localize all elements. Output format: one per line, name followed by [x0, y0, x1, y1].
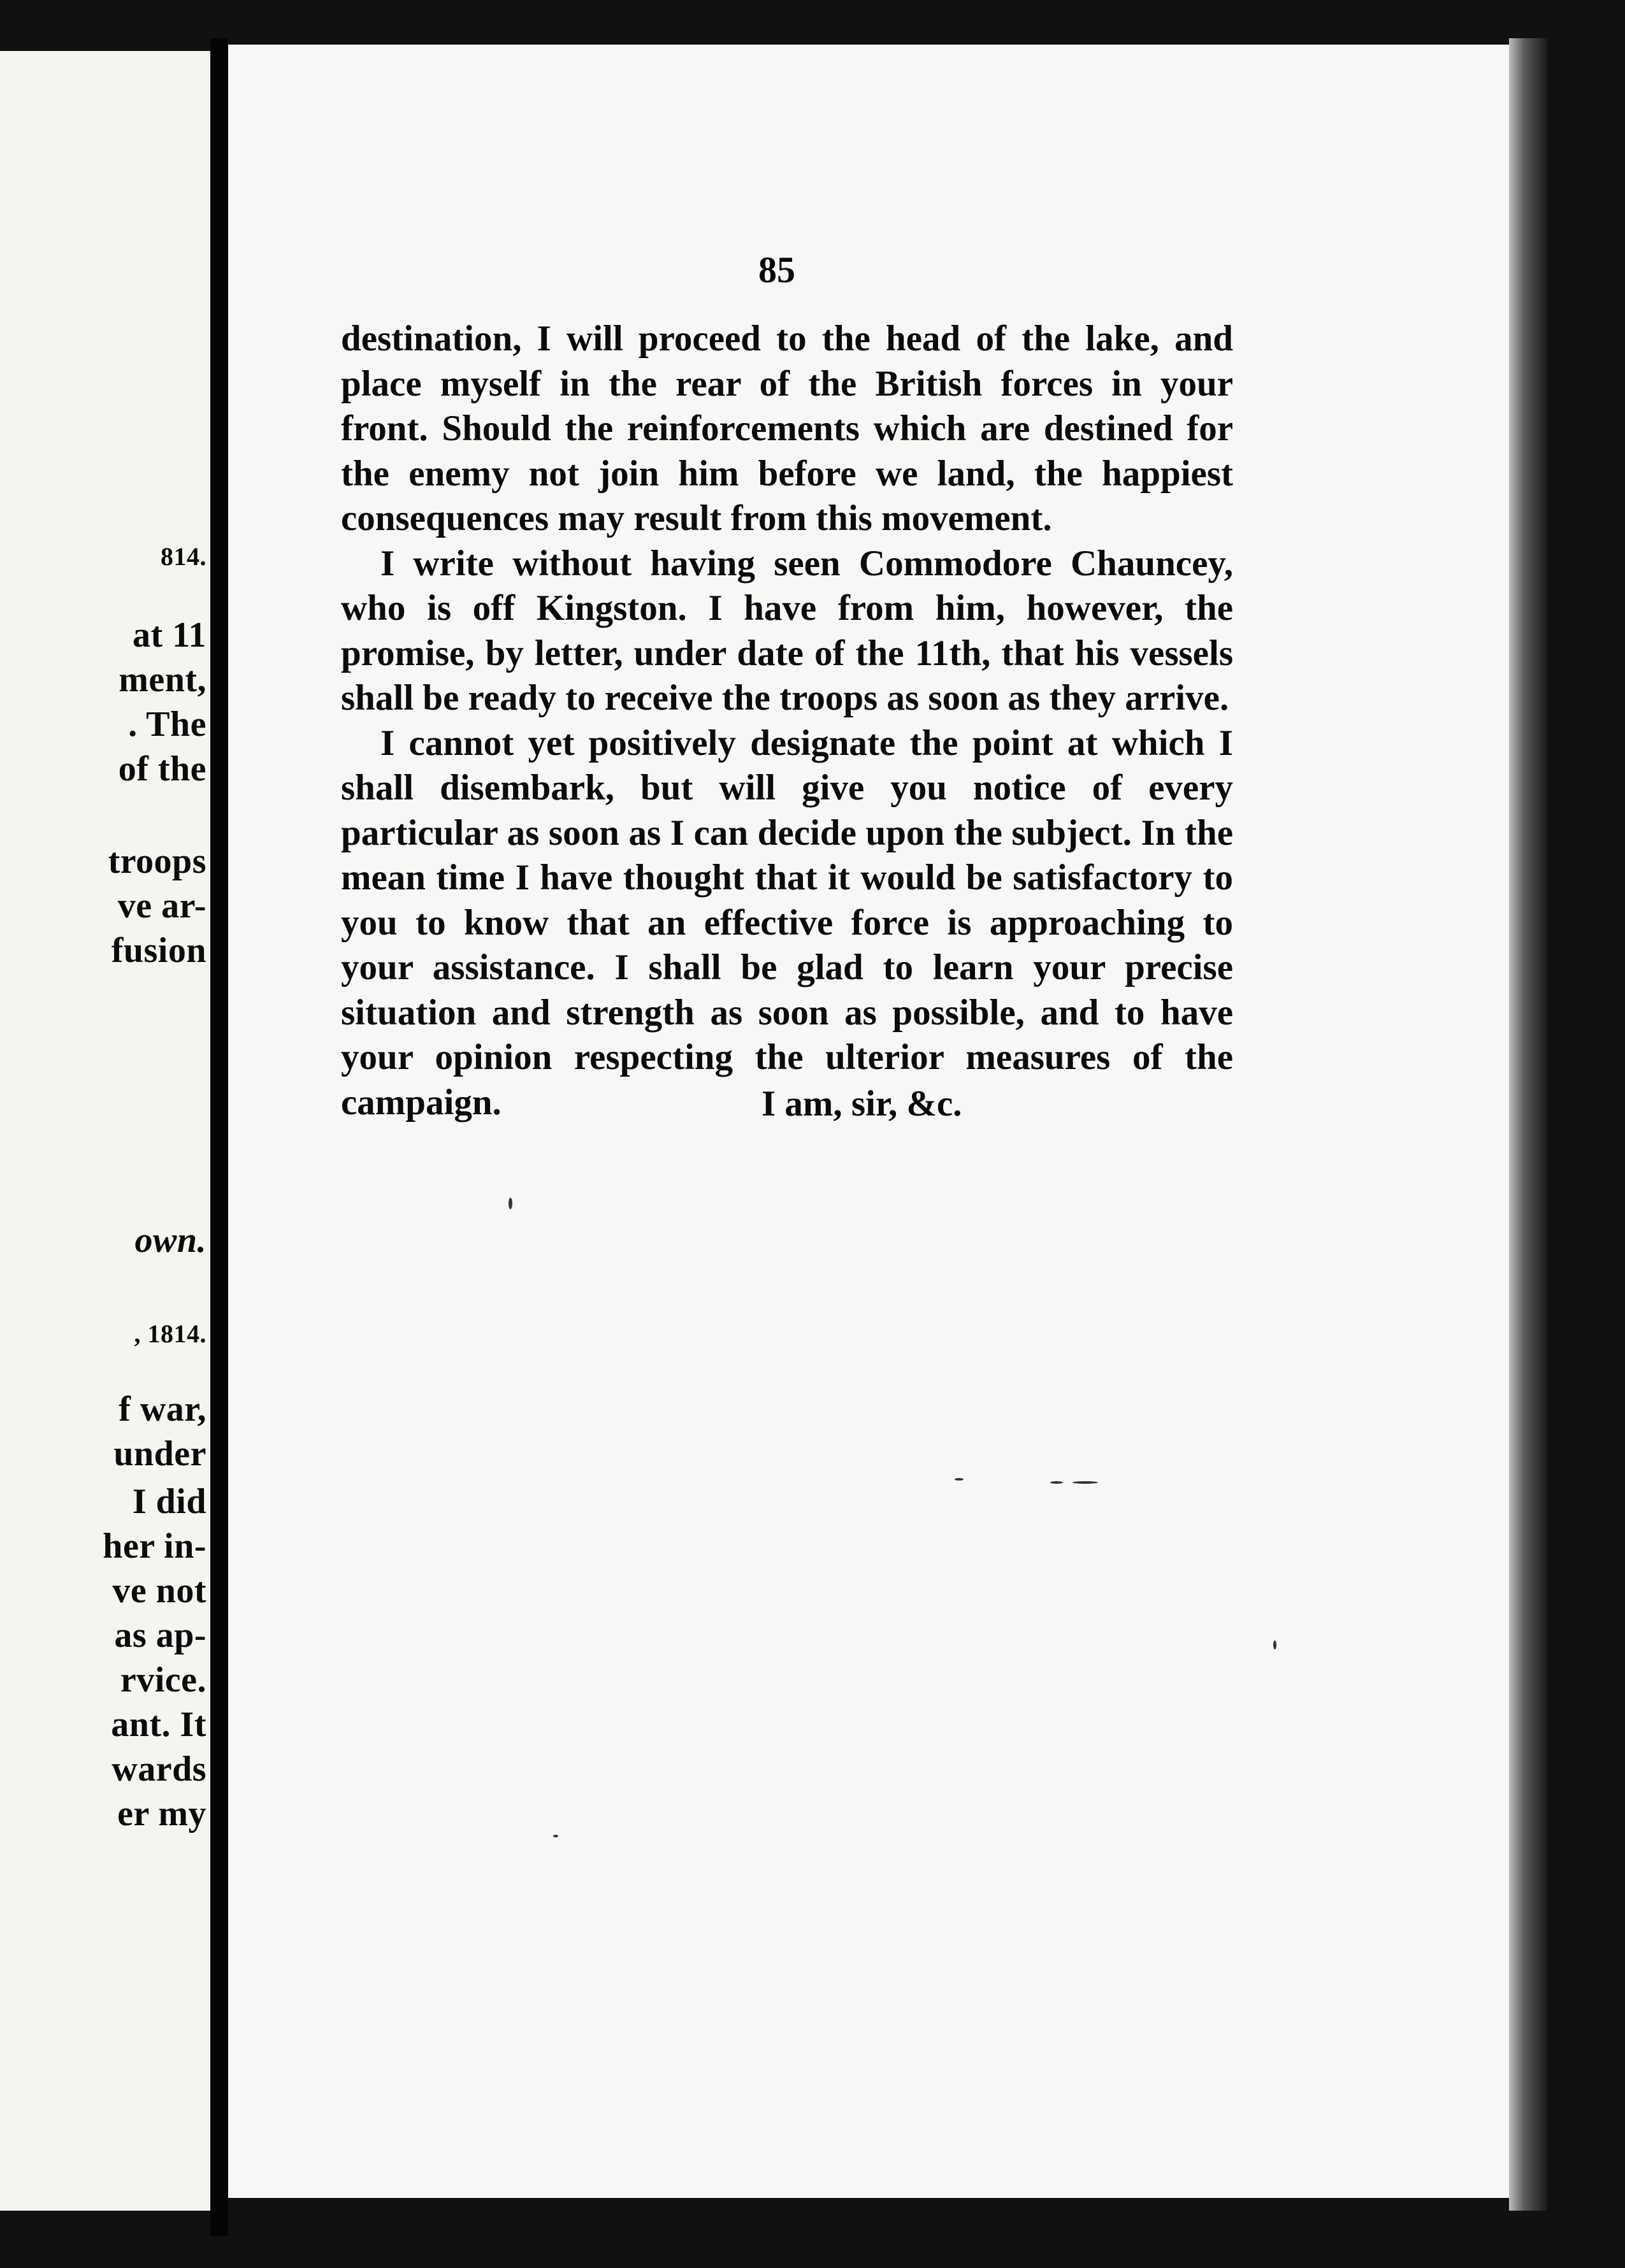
page-number: 85 [758, 249, 795, 291]
body-text [341, 317, 1233, 1125]
letter-closing: I am, sir, &c. [762, 1084, 962, 1124]
left-page-fragment: her in- [103, 1526, 206, 1566]
left-page-fragment: as ap- [114, 1616, 206, 1655]
left-page-fragment: ment, [119, 660, 206, 700]
left-page-fragment: under [113, 1434, 206, 1474]
left-page-fragment: ve not [112, 1571, 206, 1611]
ink-speck [955, 1478, 964, 1481]
ink-speck [1072, 1481, 1098, 1484]
left-page-fragment: f war, [119, 1389, 206, 1429]
left-page-fragment: troops [108, 842, 206, 881]
page-edge [1509, 38, 1547, 2211]
left-page-fragment: wards [112, 1749, 206, 1789]
ink-speck [1050, 1481, 1063, 1484]
left-page-fragment: 814. [161, 542, 206, 571]
book-gutter [210, 38, 228, 2236]
left-page-fragment: ant. It [111, 1705, 206, 1744]
paragraph: I cannot yet positively designate the point at which I shall disembark, but will give you notice of every particular as soon as I can decide upon the subject. In the mean time I have thought that it would be satisfactory to you to know that an effective force is approaching to your assistance. I shall be glad to learn your precise situation and strength as soon as possible, and to have your opinion respecting the ulterior measures of the campaign. [341, 722, 1233, 1123]
left-page-fragment: , 1814. [134, 1319, 206, 1348]
left-page-fragment: I did [132, 1482, 206, 1521]
paragraph: I write without having seen Commodore Chauncey, who is off Kingston. I have from him, however, the promise, by letter, under date of the 11th, that his vessels shall be ready to receive the troops as soon as they arrive. [341, 543, 1233, 718]
left-page-fragment: fusion [111, 931, 206, 970]
left-facing-page [0, 51, 210, 2211]
ink-speck [509, 1198, 512, 1209]
paragraph: destination, I will proceed to the head of the lake, and place myself in the rear of the British forces in your front. Should the reinforcements which are destined for the enemy not join him before we land, the happiest consequences may result from this movement. [341, 319, 1233, 538]
ink-speck [553, 1835, 558, 1837]
left-page-fragment: own. [134, 1221, 206, 1260]
left-page-fragment: er my [117, 1794, 206, 1834]
left-page-fragment: rvice. [120, 1660, 206, 1700]
left-page-fragment: ve ar- [117, 886, 206, 926]
ink-speck [1273, 1640, 1276, 1649]
left-page-fragment: . The [128, 705, 206, 744]
left-page-fragment: at 11 [132, 615, 206, 655]
left-page-fragment: of the [118, 749, 206, 789]
